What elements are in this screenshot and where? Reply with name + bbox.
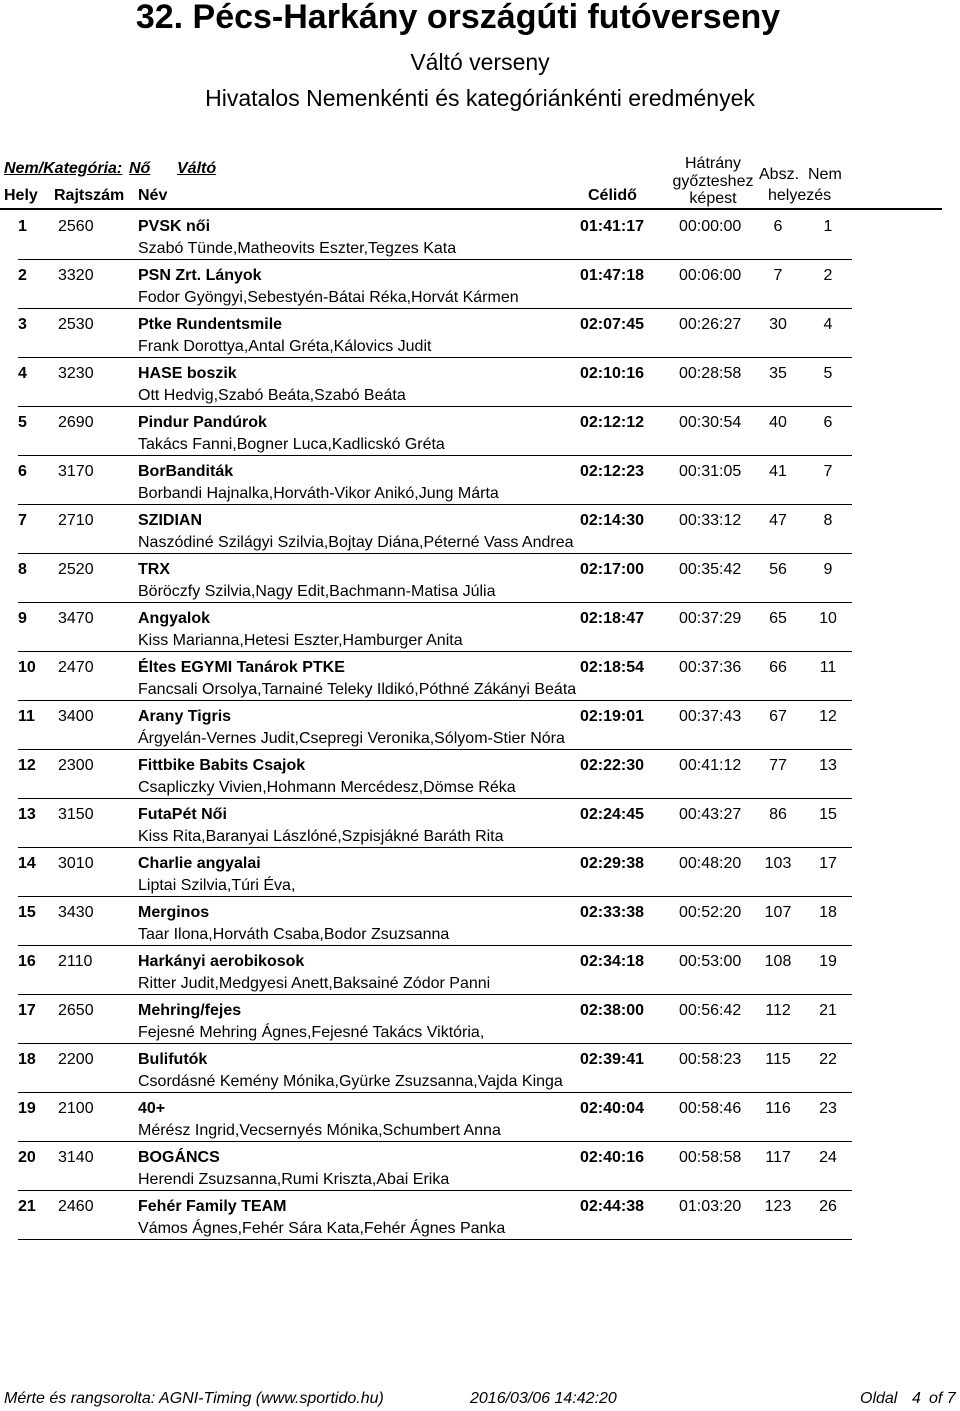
- result-bib: 3170: [58, 463, 94, 480]
- result-team-name: Bulifutók: [138, 1051, 208, 1068]
- result-team-name: Angyalok: [138, 610, 211, 627]
- row-divider: [18, 308, 852, 309]
- result-bib: 2560: [58, 218, 94, 235]
- row-divider: [18, 700, 852, 701]
- row-divider: [18, 798, 852, 799]
- result-finish-time: 01:41:17: [580, 218, 645, 235]
- table-row: [0, 849, 960, 898]
- result-overall-place: 47: [769, 512, 787, 529]
- table-row: [0, 898, 960, 947]
- result-finish-time: 02:18:47: [580, 610, 645, 627]
- result-team-members: Borbandi Hajnalka,Horváth-Vikor Anikó,Jung Márta: [138, 485, 499, 502]
- result-finish-time: 02:29:38: [580, 855, 645, 872]
- row-divider: [18, 847, 852, 848]
- result-team-name: Pindur Pandúrok: [138, 414, 267, 431]
- result-bib: 2530: [58, 316, 94, 333]
- footer-page-total: of 7: [929, 1390, 956, 1407]
- result-gap: 00:30:54: [679, 414, 742, 431]
- result-bib: 2200: [58, 1051, 94, 1068]
- table-row: [0, 506, 960, 555]
- result-overall-place: 66: [769, 659, 787, 676]
- result-overall-place: 108: [764, 953, 792, 970]
- result-finish-time: 02:10:16: [580, 365, 645, 382]
- result-team-name: Arany Tigris: [138, 708, 232, 725]
- result-gap: 00:48:20: [679, 855, 742, 872]
- result-team-name: Merginos: [138, 904, 210, 921]
- result-gap: 00:41:12: [679, 757, 742, 774]
- result-gap: 00:06:00: [679, 267, 742, 284]
- row-divider: [18, 945, 852, 946]
- result-team-members: Fancsali Orsolya,Tarnainé Teleky Ildikó,Póthné Zákányi Beáta: [138, 681, 577, 698]
- row-divider: [18, 651, 852, 652]
- result-place: 12: [18, 757, 36, 774]
- result-team-members: Kiss Marianna,Hetesi Eszter,Hamburger Anita: [138, 632, 463, 649]
- result-team-name: 40+: [138, 1100, 166, 1117]
- result-team-name: HASE boszik: [138, 365, 237, 382]
- result-overall-place: 67: [769, 708, 787, 725]
- page-subtitle-2: Hivatalos Nemenkénti és kategóriánkénti eredmények: [205, 85, 755, 111]
- result-gender-place: 15: [819, 806, 837, 823]
- result-team-members: Fodor Gyöngyi,Sebestyén-Bátai Réka,Horvát Kármen: [138, 289, 519, 306]
- footer-page-label: Oldal: [860, 1390, 898, 1407]
- row-divider: [18, 1190, 852, 1191]
- col-celido: Célidő: [588, 187, 637, 204]
- result-team-members: Böröczfy Szilvia,Nagy Edit,Bachmann-Matisa Júlia: [138, 583, 496, 600]
- result-overall-place: 123: [764, 1198, 792, 1215]
- result-bib: 2100: [58, 1100, 94, 1117]
- result-team-members: Herendi Zsuzsanna,Rumi Kriszta,Abai Erika: [138, 1171, 450, 1188]
- result-finish-time: 02:40:16: [580, 1149, 645, 1166]
- result-team-name: Fittbike Babits Csajok: [138, 757, 306, 774]
- result-gap: 00:28:58: [679, 365, 742, 382]
- result-gender-place: 24: [819, 1149, 837, 1166]
- result-team-members: Liptai Szilvia,Túri Éva,: [138, 877, 296, 894]
- result-overall-place: 86: [769, 806, 787, 823]
- result-bib: 2300: [58, 757, 94, 774]
- result-team-members: Kiss Rita,Baranyai Lászlóné,Szpisjákné Baráth Rita: [138, 828, 504, 845]
- result-bib: 2690: [58, 414, 94, 431]
- table-row: [0, 996, 960, 1045]
- row-divider: [18, 1092, 852, 1093]
- result-overall-place: 7: [773, 267, 783, 284]
- result-team-name: Mehring/fejes: [138, 1002, 242, 1019]
- result-gender-place: 13: [819, 757, 837, 774]
- result-place: 14: [18, 855, 36, 872]
- footer-timestamp: 2016/03/06 14:42:20: [470, 1390, 617, 1407]
- result-gap: 00:58:23: [679, 1051, 742, 1068]
- result-team-members: Ott Hedvig,Szabó Beáta,Szabó Beáta: [138, 387, 406, 404]
- result-gap: 00:37:29: [679, 610, 742, 627]
- result-finish-time: 01:47:18: [580, 267, 645, 284]
- result-place: 7: [18, 512, 27, 529]
- result-finish-time: 02:39:41: [580, 1051, 645, 1068]
- row-divider: [18, 504, 852, 505]
- result-team-name: Charlie angyalai: [138, 855, 261, 872]
- result-place: 5: [18, 414, 27, 431]
- header-divider: [0, 208, 942, 210]
- result-gender-place: 9: [823, 561, 833, 578]
- result-bib: 2460: [58, 1198, 94, 1215]
- result-gap: 00:43:27: [679, 806, 742, 823]
- result-gap: 00:58:58: [679, 1149, 742, 1166]
- result-gap: 00:31:05: [679, 463, 742, 480]
- row-divider: [18, 749, 852, 750]
- result-overall-place: 6: [773, 218, 783, 235]
- result-overall-place: 41: [769, 463, 787, 480]
- result-bib: 3010: [58, 855, 94, 872]
- result-gender-place: 10: [819, 610, 837, 627]
- result-bib: 2650: [58, 1002, 94, 1019]
- table-row: [0, 212, 960, 261]
- result-overall-place: 77: [769, 757, 787, 774]
- result-finish-time: 02:17:00: [580, 561, 645, 578]
- col-nem: Nem: [808, 166, 842, 183]
- table-row: [0, 457, 960, 506]
- result-overall-place: 107: [764, 904, 792, 921]
- result-bib: 3320: [58, 267, 94, 284]
- table-row: [0, 604, 960, 653]
- result-overall-place: 103: [764, 855, 792, 872]
- result-team-members: Árgyelán-Vernes Judit,Csepregi Veronika,Sólyom-Stier Nóra: [138, 730, 565, 747]
- result-bib: 2470: [58, 659, 94, 676]
- table-row: [0, 1192, 960, 1241]
- result-team-members: Takács Fanni,Bogner Luca,Kadlicskó Gréta: [138, 436, 445, 453]
- footer-credit: Mérte és rangsorolta: AGNI-Timing (www.sportido.hu): [4, 1390, 384, 1407]
- result-finish-time: 02:19:01: [580, 708, 645, 725]
- col-hely: Hely: [4, 187, 38, 204]
- result-gender-place: 2: [823, 267, 833, 284]
- result-gender-place: 26: [819, 1198, 837, 1215]
- row-divider: [18, 994, 852, 995]
- col-helyezes: helyezés: [768, 187, 832, 204]
- result-team-name: SZIDIAN: [138, 512, 202, 529]
- result-overall-place: 115: [765, 1051, 791, 1068]
- table-row: [0, 1045, 960, 1094]
- result-team-members: Mérész Ingrid,Vecsernyés Mónika,Schumbert Anna: [138, 1122, 501, 1139]
- result-team-members: Csordásné Kemény Mónika,Gyürke Zsuzsanna,Vajda Kinga: [138, 1073, 563, 1090]
- result-gender-place: 12: [819, 708, 837, 725]
- result-overall-place: 56: [769, 561, 787, 578]
- table-row: [0, 359, 960, 408]
- result-overall-place: 40: [769, 414, 787, 431]
- result-team-members: Taar Ilona,Horváth Csaba,Bodor Zsuzsanna: [138, 926, 450, 943]
- result-gender-place: 19: [819, 953, 837, 970]
- result-team-name: Ptke Rundentsmile: [138, 316, 283, 333]
- row-divider: [18, 357, 852, 358]
- result-gap: 01:03:20: [679, 1198, 742, 1215]
- result-overall-place: 65: [769, 610, 787, 627]
- result-place: 2: [18, 267, 27, 284]
- result-gender-place: 11: [819, 659, 837, 676]
- result-place: 16: [18, 953, 36, 970]
- result-gap: 00:52:20: [679, 904, 742, 921]
- result-place: 6: [18, 463, 27, 480]
- result-team-name: PVSK női: [138, 218, 211, 235]
- result-finish-time: 02:12:23: [580, 463, 645, 480]
- result-gap: 00:56:42: [679, 1002, 742, 1019]
- filter-label: Nem/Kategória:: [4, 160, 123, 177]
- result-finish-time: 02:22:30: [580, 757, 645, 774]
- result-finish-time: 02:14:30: [580, 512, 645, 529]
- result-gap: 00:37:36: [679, 659, 742, 676]
- row-divider: [18, 455, 852, 456]
- result-place: 8: [18, 561, 27, 578]
- result-team-name: TRX: [138, 561, 170, 578]
- result-overall-place: 30: [769, 316, 787, 333]
- row-divider: [18, 1239, 852, 1240]
- table-row: [0, 800, 960, 849]
- result-gap: 00:58:46: [679, 1100, 742, 1117]
- result-finish-time: 02:33:38: [580, 904, 645, 921]
- table-row: [0, 261, 960, 310]
- footer-page-number: 4: [912, 1390, 921, 1407]
- result-team-members: Frank Dorottya,Antal Gréta,Kálovics Judit: [138, 338, 432, 355]
- result-place: 10: [18, 659, 36, 676]
- result-gender-place: 7: [823, 463, 833, 480]
- result-gender-place: 22: [819, 1051, 837, 1068]
- result-gender-place: 17: [819, 855, 837, 872]
- result-gap: 00:53:00: [679, 953, 742, 970]
- result-bib: 3430: [58, 904, 94, 921]
- col-rajtszam: Rajtszám: [54, 187, 125, 204]
- row-divider: [18, 1141, 852, 1142]
- result-finish-time: 02:44:38: [580, 1198, 645, 1215]
- result-team-members: Ritter Judit,Medgyesi Anett,Baksainé Zódor Panni: [138, 975, 491, 992]
- result-finish-time: 02:40:04: [580, 1100, 645, 1117]
- result-bib: 3230: [58, 365, 94, 382]
- result-team-members: Vámos Ágnes,Fehér Sára Kata,Fehér Ágnes Panka: [138, 1220, 506, 1237]
- row-divider: [18, 896, 852, 897]
- col-absz: Absz.: [759, 166, 800, 183]
- result-gender-place: 23: [819, 1100, 837, 1117]
- result-gap: 00:33:12: [679, 512, 742, 529]
- row-divider: [18, 406, 852, 407]
- result-team-name: PSN Zrt. Lányok: [138, 267, 262, 284]
- result-gap: 00:26:27: [679, 316, 742, 333]
- result-gender-place: 18: [819, 904, 837, 921]
- row-divider: [18, 259, 852, 260]
- result-team-members: Fejesné Mehring Ágnes,Fejesné Takács Viktória,: [138, 1024, 485, 1041]
- result-place: 9: [18, 610, 27, 627]
- row-divider: [18, 553, 852, 554]
- result-bib: 2110: [58, 953, 93, 970]
- result-place: 11: [18, 708, 35, 725]
- result-gap: 00:35:42: [679, 561, 742, 578]
- result-overall-place: 35: [769, 365, 787, 382]
- result-gender-place: 21: [819, 1002, 837, 1019]
- result-overall-place: 117: [765, 1149, 791, 1166]
- result-bib: 3400: [58, 708, 94, 725]
- result-gender-place: 4: [823, 316, 833, 333]
- result-place: 20: [18, 1149, 36, 1166]
- result-gender-place: 1: [823, 218, 833, 235]
- result-finish-time: 02:12:12: [580, 414, 645, 431]
- result-place: 17: [18, 1002, 36, 1019]
- result-bib: 3150: [58, 806, 94, 823]
- result-gender-place: 8: [823, 512, 833, 529]
- result-team-name: Éltes EGYMI Tanárok PTKE: [138, 659, 345, 676]
- result-finish-time: 02:07:45: [580, 316, 645, 333]
- table-row: [0, 408, 960, 457]
- result-gap: 00:00:00: [679, 218, 742, 235]
- table-row: [0, 555, 960, 604]
- result-finish-time: 02:34:18: [580, 953, 645, 970]
- result-overall-place: 112: [765, 1002, 791, 1019]
- col-nev: Név: [138, 187, 168, 204]
- col-hatrany-2: győzteshez: [672, 173, 754, 190]
- result-place: 15: [18, 904, 36, 921]
- result-finish-time: 02:38:00: [580, 1002, 645, 1019]
- result-gender-place: 5: [823, 365, 833, 382]
- result-place: 4: [18, 365, 27, 382]
- table-row: [0, 1094, 960, 1143]
- filter-category: Váltó: [177, 160, 217, 177]
- result-gender-place: 6: [823, 414, 833, 431]
- table-row: [0, 1143, 960, 1192]
- result-bib: 3140: [58, 1149, 94, 1166]
- table-row: [0, 310, 960, 359]
- table-row: [0, 702, 960, 751]
- result-finish-time: 02:24:45: [580, 806, 645, 823]
- result-team-name: BorBanditák: [138, 463, 234, 480]
- result-gap: 00:37:43: [679, 708, 742, 725]
- table-row: [0, 947, 960, 996]
- result-place: 19: [18, 1100, 36, 1117]
- table-row: [0, 751, 960, 800]
- result-team-name: Harkányi aerobikosok: [138, 953, 305, 970]
- result-team-members: Naszódiné Szilágyi Szilvia,Bojtay Diána,Péterné Vass Andrea: [138, 534, 574, 551]
- result-team-name: FutaPét Női: [138, 806, 227, 823]
- page-subtitle: Váltó verseny: [410, 49, 550, 75]
- result-place: 18: [18, 1051, 36, 1068]
- row-divider: [18, 1043, 852, 1044]
- result-place: 13: [18, 806, 36, 823]
- result-bib: 2520: [58, 561, 94, 578]
- result-bib: 3470: [58, 610, 94, 627]
- result-overall-place: 116: [765, 1100, 791, 1117]
- result-team-name: BOGÁNCS: [138, 1149, 220, 1166]
- result-team-members: Csapliczky Vivien,Hohmann Mercédesz,Dömse Réka: [138, 779, 516, 796]
- result-finish-time: 02:18:54: [580, 659, 645, 676]
- result-team-members: Szabó Tünde,Matheovits Eszter,Tegzes Kata: [138, 240, 457, 257]
- result-place: 1: [18, 218, 27, 235]
- col-hatrany-1: Hátrány: [684, 155, 742, 172]
- page-title: 32. Pécs-Harkány országúti futóverseny: [135, 0, 781, 36]
- result-place: 3: [18, 316, 27, 333]
- filter-gender: Nő: [129, 160, 151, 177]
- row-divider: [18, 602, 852, 603]
- result-team-name: Fehér Family TEAM: [138, 1198, 287, 1215]
- result-place: 21: [18, 1198, 36, 1215]
- table-row: [0, 653, 960, 702]
- result-bib: 2710: [58, 512, 94, 529]
- col-hatrany-3: képest: [689, 190, 737, 207]
